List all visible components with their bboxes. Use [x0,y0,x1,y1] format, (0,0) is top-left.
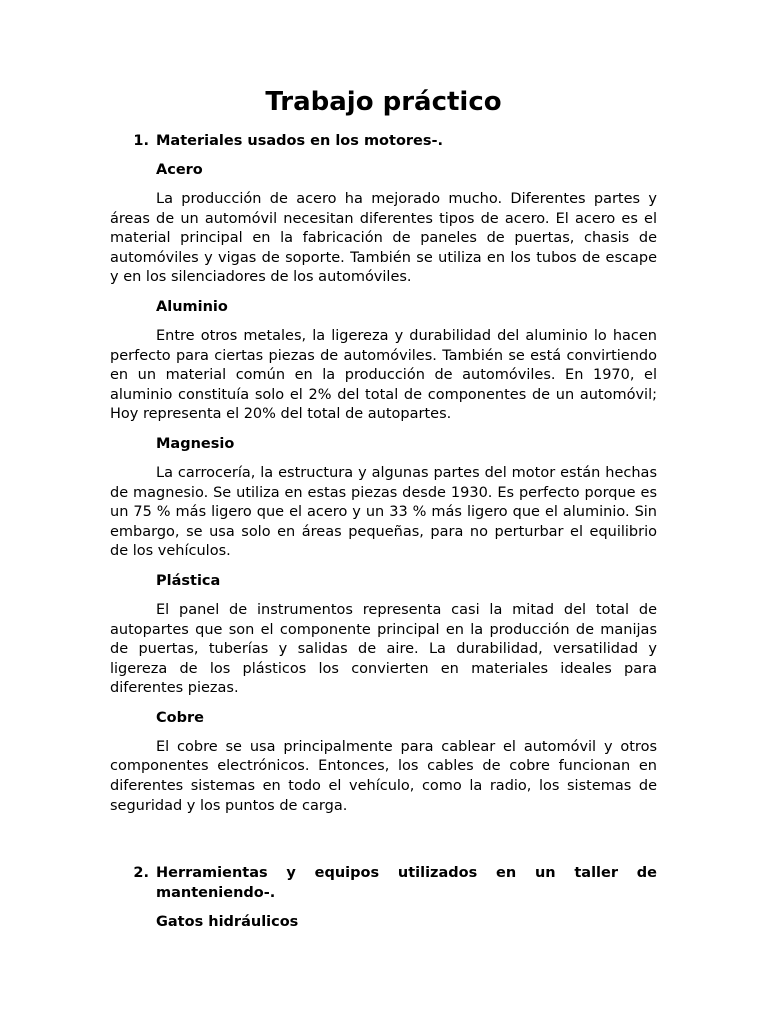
section-heading-1 [110,131,657,151]
document-title: Trabajo práctico [265,87,502,117]
paragraph-magnesio: La carrocería, la estructura y algunas partes del motor están hechas de magnesio. Se utiliza en estas piezas desde 1930. Es perfecto porque es un 75 % más ligero que el acero y un 33 % más ligero que el aluminio. Sin embargo, se usa solo en áreas pequeñas, para no perturbar el equilibrio de los vehículos. [110,464,657,560]
subheading-magnesio: Magnesio [156,435,235,452]
paragraph-aluminio: Entre otros metales, la ligereza y durabilidad del aluminio lo hacen perfecto para ciertas piezas de automóviles. También se está convirtiendo en un material común en la producción de automóviles. En 1970, el aluminio constituía solo el 2% del total de componentes de un automóvil; Hoy representa el 20% del total de autopartes. [110,327,657,423]
subheading-plastica: Plástica [156,572,221,589]
section-number: 2. [133,865,149,882]
section-heading-2 [110,863,657,903]
section-number: 1. [133,133,149,149]
document-page [110,84,657,942]
subheading-acero: Acero [156,162,203,178]
subheading-aluminio: Aluminio [156,298,228,315]
section-spacer [110,825,657,863]
subheading-cobre: Cobre [156,709,204,726]
subheading-gatos-hidraulicos: Gatos hidráulicos [156,914,299,931]
paragraph-acero: La producción de acero ha mejorado mucho. Diferentes partes y áreas de un automóvil necesitan diferentes tipos de acero. El acero es el material principal en la fabricación de paneles de puertas, chasis de automóviles y vigas de soporte. También se utiliza en los tubos de escape y en los silenciadores de los automóviles. [110,191,657,286]
paragraph-plastica: El panel de instrumentos representa casi la mitad del total de autopartes que son el componente principal en la producción de manijas de puertas, tuberías y salidas de aire. La durabilidad, versatilidad y ligereza de los plásticos los convierten en materiales ideales para diferentes piezas. [110,601,657,697]
section-title: Herramientas y equipos utilizados en un taller de manteniendo-. [156,865,657,902]
paragraph-cobre: El cobre se usa principalmente para cablear el automóvil y otros componentes electrónicos. Entonces, los cables de cobre funcionan en diferentes sistemas en todo el vehículo, como la radio, los sistemas de seguridad y los puntos de carga. [110,738,657,814]
section-title: Materiales usados en los motores-. [156,133,444,149]
